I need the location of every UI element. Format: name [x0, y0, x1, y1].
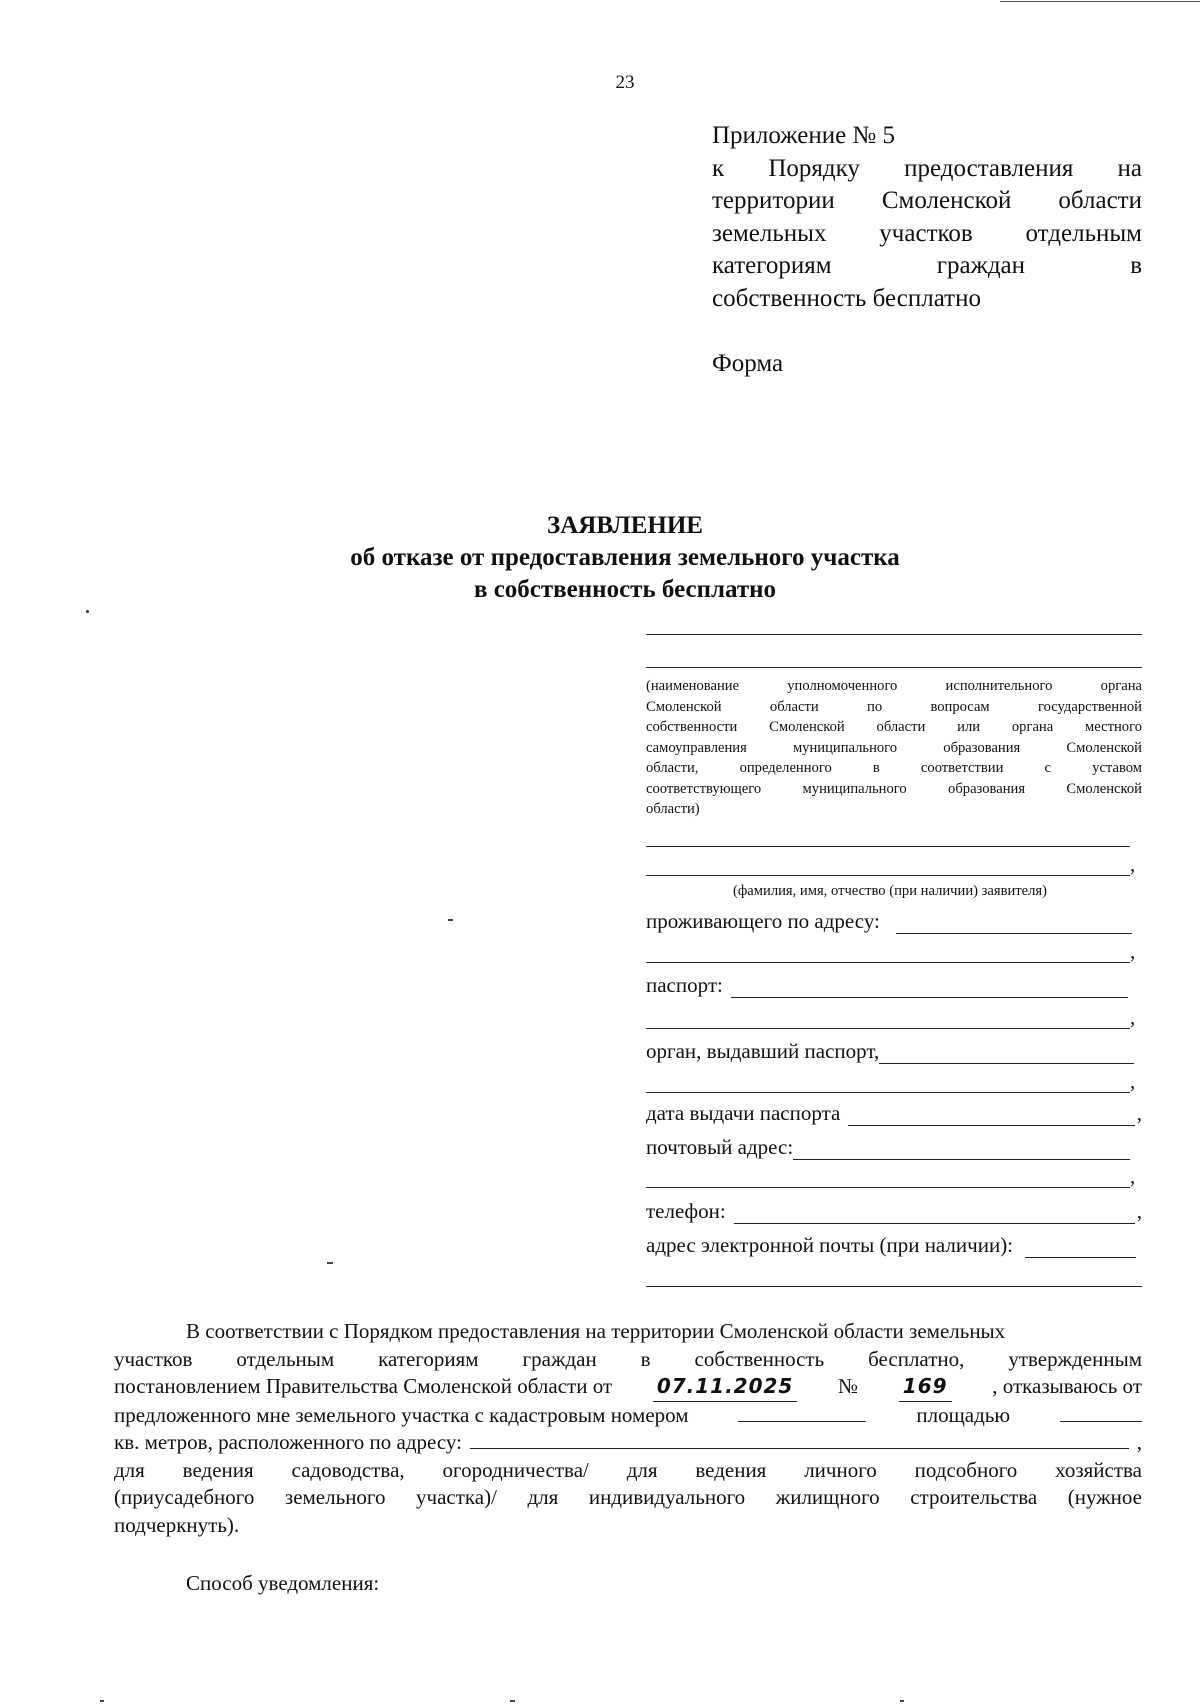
comma: ,	[1130, 1069, 1136, 1093]
scan-speck	[510, 1700, 515, 1702]
paragraph-line: постановлением Правительства Смоленской области от 07.11.2025 № 169 , отказываюсь от	[114, 1373, 1142, 1402]
applicant-name-line[interactable]	[646, 846, 1130, 847]
page-number: 23	[615, 72, 635, 93]
paragraph-line: предложенного мне земельного участка с кадастровым номером площадью	[114, 1402, 1142, 1430]
appendix-line: собственность бесплатно	[712, 284, 981, 312]
email-input[interactable]	[1025, 1237, 1136, 1258]
scan-speck	[86, 610, 89, 613]
passport-issuer-input[interactable]	[879, 1043, 1134, 1064]
paragraph-line: В соответствии с Порядком предоставления на территории Смоленской области земельных	[186, 1319, 1006, 1343]
organ-name-line[interactable]	[646, 634, 1142, 635]
postal-address-input[interactable]	[793, 1139, 1130, 1160]
paragraph-line: для ведения садоводства, огородничества/ для ведения личного подсобного хозяйства	[114, 1457, 1142, 1482]
area-input[interactable]	[1060, 1403, 1142, 1422]
title-subtitle: в собственность бесплатно	[473, 576, 777, 603]
email-field: адрес электронной почты (при наличии):	[646, 1232, 1136, 1258]
comma: ,	[1130, 1005, 1136, 1029]
passport-line[interactable]	[646, 1028, 1130, 1029]
decree-date-handwritten: 07.11.2025	[653, 1373, 798, 1402]
paragraph-line: подчеркнуть).	[114, 1512, 240, 1537]
postal-address-line[interactable]	[646, 1187, 1130, 1188]
statement-paragraph	[114, 1318, 1142, 1539]
appendix-header	[712, 120, 1142, 380]
title-heading: ЗАЯВЛЕНИЕ	[547, 512, 703, 539]
applicant-name-line[interactable]	[646, 875, 1130, 876]
paragraph-line: кв. метров, расположенного по адресу: ,	[114, 1430, 1142, 1454]
document-title	[0, 510, 1200, 606]
scan-speck	[327, 1262, 333, 1264]
form-label: Форма	[712, 349, 784, 377]
passport-date-field: дата выдачи паспорта ,	[646, 1101, 1142, 1125]
residing-address-field: проживающего по адресу:	[646, 908, 1132, 934]
phone-field: телефон: ,	[646, 1199, 1142, 1223]
scan-speck	[448, 919, 453, 921]
applicant-caption: (фамилия, имя, отчество (при наличии) заявителя)	[732, 883, 1047, 899]
organ-caption: (наименование уполномоченного исполнительного органа Смоленской области по вопросам государственной собственности Смоленской области или органа местного самоуправления муниципального образования Смоленской области, определенного в соответствии с уставом соответствующего муниципального образования Смоленской области)	[646, 678, 1142, 817]
decree-number-handwritten: 169	[899, 1373, 952, 1402]
comma: ,	[1130, 1164, 1136, 1188]
appendix-line: территории Смоленской области	[712, 187, 1142, 215]
plot-address-input[interactable]	[470, 1430, 1129, 1449]
residing-address-line[interactable]	[646, 962, 1130, 963]
residing-address-input[interactable]	[896, 913, 1132, 934]
notification-method-label: Способ уведомления:	[186, 1571, 380, 1595]
appendix-line: категориям граждан в	[712, 252, 1142, 280]
cadastral-number-input[interactable]	[738, 1403, 866, 1422]
scan-speck	[100, 1700, 104, 1702]
passport-issuer-line[interactable]	[646, 1092, 1130, 1093]
appendix-line: земельных участков отдельным	[712, 219, 1142, 247]
email-line[interactable]	[646, 1286, 1142, 1287]
appendix-line: Приложение № 5	[712, 122, 896, 149]
passport-date-input[interactable]	[848, 1105, 1134, 1126]
comma: ,	[1130, 852, 1136, 876]
scan-edge-line	[1000, 1, 1200, 2]
scan-speck	[900, 1700, 904, 1702]
comma: ,	[1130, 939, 1136, 963]
postal-address-field: почтовый адрес:	[646, 1134, 1130, 1160]
passport-input[interactable]	[731, 977, 1128, 998]
phone-input[interactable]	[734, 1203, 1135, 1224]
title-subtitle: об отказе от предоставления земельного участка	[350, 544, 900, 571]
organ-name-line[interactable]	[646, 667, 1142, 668]
passport-issuer-field: орган, выдавший паспорт,	[646, 1038, 1134, 1064]
paragraph-line: (приусадебного земельного участка)/ для индивидуального жилищного строительства (нужное	[114, 1485, 1142, 1509]
appendix-line: к Порядку предоставления на	[712, 154, 1142, 182]
passport-field: паспорт:	[646, 972, 1128, 998]
paragraph-line: участков отдельным категориям граждан в собственность бесплатно, утвержденным	[114, 1346, 1142, 1371]
